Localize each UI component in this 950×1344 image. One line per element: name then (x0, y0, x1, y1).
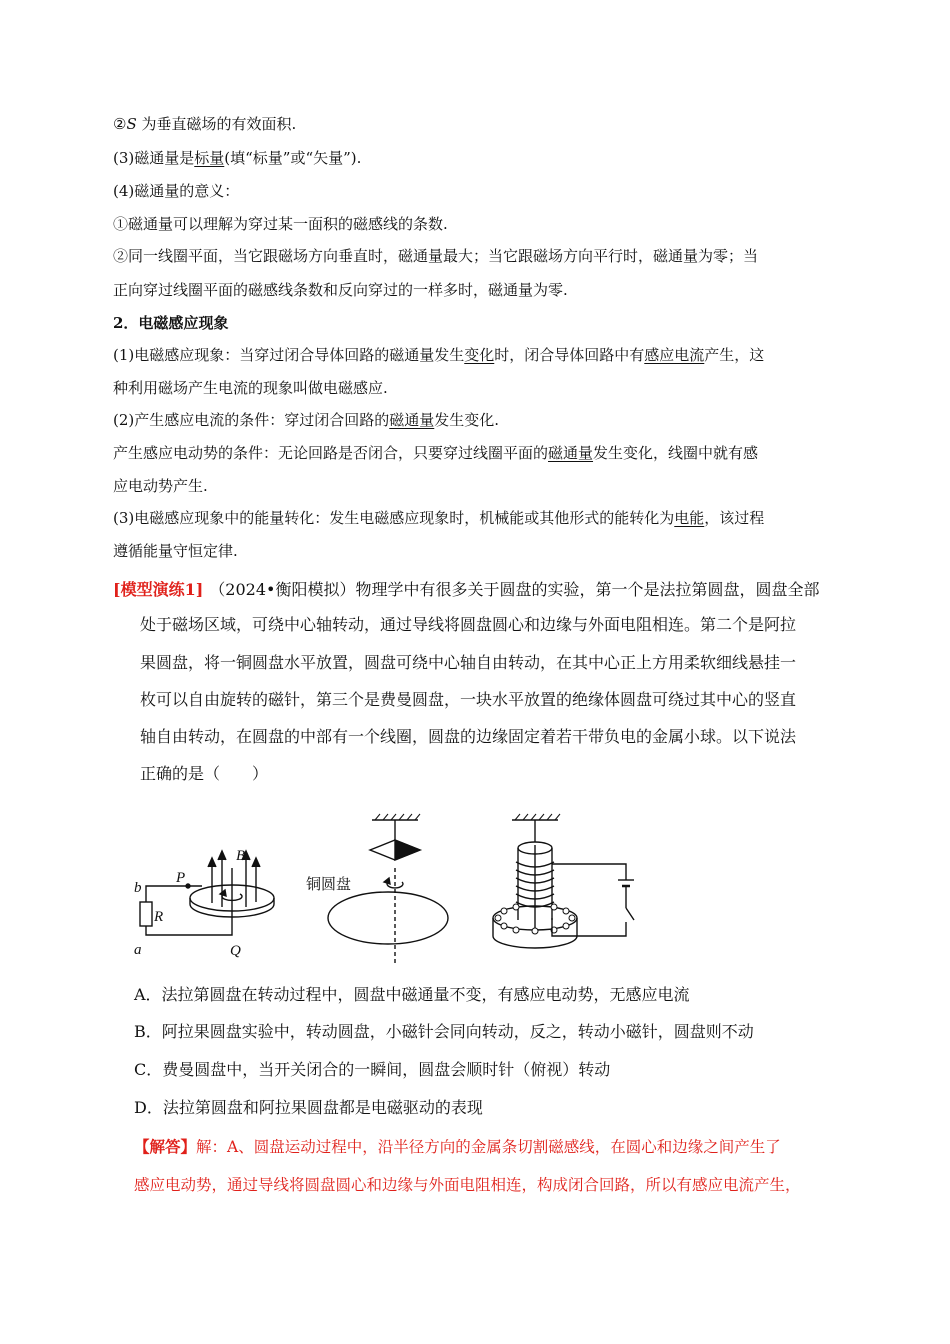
exercise-line: 枚可以自由旋转的磁针，第三个是费曼圆盘，一块水平放置的绝缘体圆盘可绕过其中心的竖直 (140, 690, 797, 709)
answer-blank: 感应电流 (644, 346, 705, 364)
text: 发生变化. (434, 411, 500, 429)
experiment-figure (120, 790, 680, 970)
text: 产生，这 (704, 346, 765, 364)
text-line: 遵循能量守恒定律. (113, 542, 238, 560)
text-line: ①磁通量可以理解为穿过某一面积的磁感线的条数. (113, 215, 448, 233)
option-c[interactable]: C．费曼圆盘中，当开关闭合的一瞬间，圆盘会顺时针（俯视）转动 (134, 1060, 611, 1079)
option-d[interactable]: D．法拉第圆盘和阿拉果圆盘都是电磁驱动的表现 (134, 1098, 483, 1117)
text-line: (4)磁通量的意义： (113, 182, 240, 200)
symbol-s: S (126, 115, 137, 133)
text: 发生变化，线圈中就有感 (593, 444, 759, 462)
text-line: 应电动势产生. (113, 477, 208, 495)
label-a: a (134, 942, 142, 958)
text: 解：A、圆盘运动过程中，沿半径方向的金属条切割磁感线，在圆心和边缘之间产生了 (196, 1138, 781, 1156)
answer-blank: 变化 (464, 346, 495, 364)
text-line (113, 148, 361, 168)
label-copper-disk: 铜圆盘 (306, 877, 352, 893)
answer-line (134, 1137, 781, 1157)
text: (1)电磁感应现象：当穿过闭合导体回路的磁通量发生 (113, 346, 465, 364)
text: 产生感应电动势的条件：无论回路是否闭合，只要穿过线圈平面的 (113, 444, 549, 462)
exercise-line: 果圆盘，将一铜圆盘水平放置，圆盘可绕中心轴自由转动，在其中心正上方用柔软细线悬挂一 (140, 653, 797, 672)
answer-blank: 标量 (194, 149, 225, 167)
exercise-line: 轴自由转动，在圆盘的中部有一个线圈，圆盘的边缘固定着若干带负电的金属小球。以下说法 (140, 727, 797, 746)
text: (3)磁通量是 (113, 149, 195, 167)
text: 为垂直磁场的有效面积. (136, 115, 297, 133)
label-q: Q (230, 943, 241, 959)
text: ② (113, 115, 127, 133)
answer-tag: 【解答】 (134, 1137, 197, 1156)
text: (2)产生感应电流的条件：穿过闭合回路的 (113, 411, 390, 429)
text-line (113, 345, 764, 365)
text-line (113, 443, 758, 463)
feynman-disk-diagram (493, 814, 634, 948)
text: 时，闭合导体回路中有 (494, 346, 645, 364)
copper-disk (328, 892, 448, 944)
text-line (113, 508, 764, 528)
text-line: ②同一线圈平面，当它跟磁场方向垂直时，磁通量最大；当它跟磁场方向平行时，磁通量为零；当 (113, 247, 759, 265)
text: ，该过程 (704, 509, 765, 527)
label-r: R (154, 909, 164, 925)
circuit-wire (552, 864, 626, 880)
switch (626, 908, 634, 920)
exercise-line: 处于磁场区域，可绕中心轴转动，通过导线将圆盘圆心和边缘与外面电阻相连。第二个是阿拉 (140, 615, 797, 634)
answer-blank: 磁通量 (548, 444, 594, 462)
answer-line: 感应电动势，通过导线将圆盘圆心和边缘与外面电阻相连，构成闭合回路，所以有感应电流产生， (134, 1176, 801, 1194)
answer-blank: 磁通量 (389, 411, 435, 429)
option-b[interactable]: B．阿拉果圆盘实验中，转动圆盘，小磁针会同向转动，反之，转动小磁针，圆盘则不动 (134, 1022, 754, 1041)
label-b: b (134, 880, 142, 896)
exercise-line: 正确的是（ ） (140, 764, 269, 783)
text: (填“标量”或“矢量”). (224, 149, 362, 167)
field-arrows (208, 851, 260, 907)
text: （2024•衡阳模拟）物理学中有很多关于圆盘的实验，第一个是法拉第圆盘，圆盘全部 (209, 580, 820, 599)
exercise-first-line (113, 580, 819, 600)
answer-blank: 电能 (674, 509, 705, 527)
text-line (113, 114, 296, 134)
text-line: 正向穿过线圈平面的磁感线条数和反向穿过的一样多时，磁通量为零. (113, 281, 568, 299)
resistor (140, 902, 152, 926)
label-b-field: B (236, 848, 246, 864)
label-p: P (176, 870, 186, 886)
section-heading: 2．电磁感应现象 (113, 314, 229, 332)
option-a[interactable]: A．法拉第圆盘在转动过程中，圆盘中磁通量不变，有感应电动势，无感应电流 (134, 985, 690, 1004)
text-line: 种利用磁场产生电流的现象叫做电磁感应. (113, 379, 388, 397)
text-line (113, 410, 499, 430)
text: (3)电磁感应现象中的能量转化：发生电磁感应现象时，机械能或其他形式的能转化为 (113, 509, 675, 527)
exercise-tag: [模型演练1] (113, 580, 204, 599)
